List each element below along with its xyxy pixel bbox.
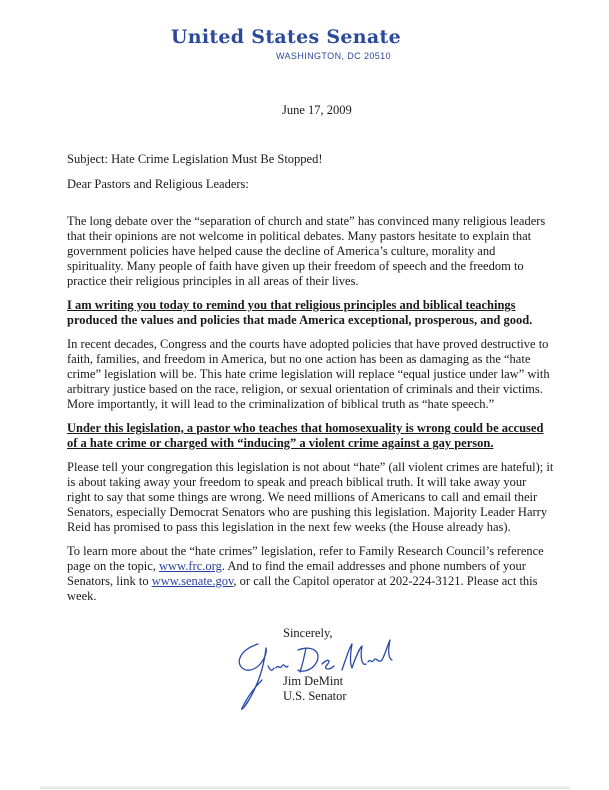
- paragraph-line: practice their religious principles in all areas of their lives.: [67, 274, 359, 288]
- bold-line: of a hate crime or charged with “inducing” a violent crime against a gay person.: [67, 436, 494, 450]
- signatory-name: Jim DeMint: [283, 674, 344, 688]
- paragraph-line: Please tell your congregation this legislation is not about “hate” (all violent crimes are hateful); it: [67, 460, 554, 474]
- paragraph-line: crime” legislation will be. This hate crime legislation will replace “equal justice under law” with: [67, 367, 550, 381]
- paragraph-line: [67, 559, 597, 574]
- text: , or call the Capitol operator at 202-224-3121. Please act this: [233, 574, 538, 588]
- closing: Sincerely,: [283, 626, 333, 640]
- letterhead-address: WASHINGTON, DC 20510: [275, 51, 391, 61]
- paragraph-line: More importantly, it will lead to the criminalization of biblical truth as “hate speech.”: [67, 397, 495, 411]
- paragraph-line: faith, families, and freedom in America, but no one action has been as damaging as the “hate: [67, 352, 531, 366]
- paragraph-line: government policies have helped cause the decline of America’s culture, morality and: [67, 244, 496, 258]
- paragraph-3: [67, 460, 597, 535]
- signature-stroke-m: [342, 644, 366, 670]
- paragraph-line: [67, 574, 597, 589]
- text: . And to find the email addresses and phone numbers of your: [221, 559, 526, 573]
- signature-block: [283, 626, 543, 721]
- paragraph-line: that their opinions are not welcome in political debates. Many pastors hesitate to explain that: [67, 229, 532, 243]
- signature-stroke-j: [239, 644, 266, 709]
- text: Senators, link to: [67, 574, 152, 588]
- paragraph-line: In recent decades, Congress and the courts have adopted policies that have proved destructive to: [67, 337, 549, 351]
- paragraph-line: arbitrary justice based on the race, religion, or sexual orientation of criminals and their victims.: [67, 382, 543, 396]
- letterhead: [0, 22, 609, 62]
- letter-date: June 17, 2009: [282, 103, 352, 117]
- bold-line: produced the values and policies that made America exceptional, prosperous, and good.: [67, 313, 533, 327]
- paragraph-line: The long debate over the “separation of church and state” has convinced many religious leaders: [67, 214, 546, 228]
- text: page on the topic,: [67, 559, 159, 573]
- paragraph-line: right to say that some things are wrong. We need millions of Americans to call and email their: [67, 490, 538, 504]
- signature-stroke-d: [298, 648, 318, 672]
- signature-stroke-e: [322, 660, 334, 669]
- bold-line: Under this legislation, a pastor who teaches that homosexuality is wrong could be accused: [67, 421, 544, 435]
- senate-link[interactable]: www.senate.gov: [151, 574, 234, 588]
- paragraph-line: To learn more about the “hate crimes” legislation, refer to Family Research Council’s reference: [67, 544, 544, 558]
- bold-statement-1: [67, 298, 597, 328]
- paragraph-2: [67, 337, 597, 412]
- signatory-title: U.S. Senator: [283, 689, 347, 703]
- signature-stroke-int: [368, 640, 392, 662]
- scan-edge: [40, 786, 570, 789]
- paragraph-line: Senators, especially Democrat Senators who are pushing this legislation. Majority Leader Harry: [67, 505, 548, 519]
- letter-body: [67, 103, 597, 721]
- letter-subject: Subject: Hate Crime Legislation Must Be Stopped!: [67, 152, 323, 166]
- paragraph-4: [67, 544, 597, 604]
- paragraph-1: [67, 214, 597, 289]
- signature-stroke-im: [268, 665, 288, 670]
- paragraph-line: week.: [67, 589, 97, 603]
- letter-salutation: Dear Pastors and Religious Leaders:: [67, 177, 249, 191]
- paragraph-line: is about taking away your freedom to speak and preach biblical truth. It will take away your: [67, 475, 527, 489]
- paragraph-line: Reid has promised to pass this legislation in the next few weeks (the House already has).: [67, 520, 511, 534]
- letterhead-title: United States Senate: [170, 26, 401, 48]
- frc-link[interactable]: www.frc.org: [159, 559, 222, 573]
- paragraph-line: spirituality. Many people of faith have given up their freedom of speech and the freedom to: [67, 259, 524, 273]
- bold-line: I am writing you today to remind you that religious principles and biblical teachings: [67, 298, 516, 312]
- bold-statement-2: [67, 421, 597, 451]
